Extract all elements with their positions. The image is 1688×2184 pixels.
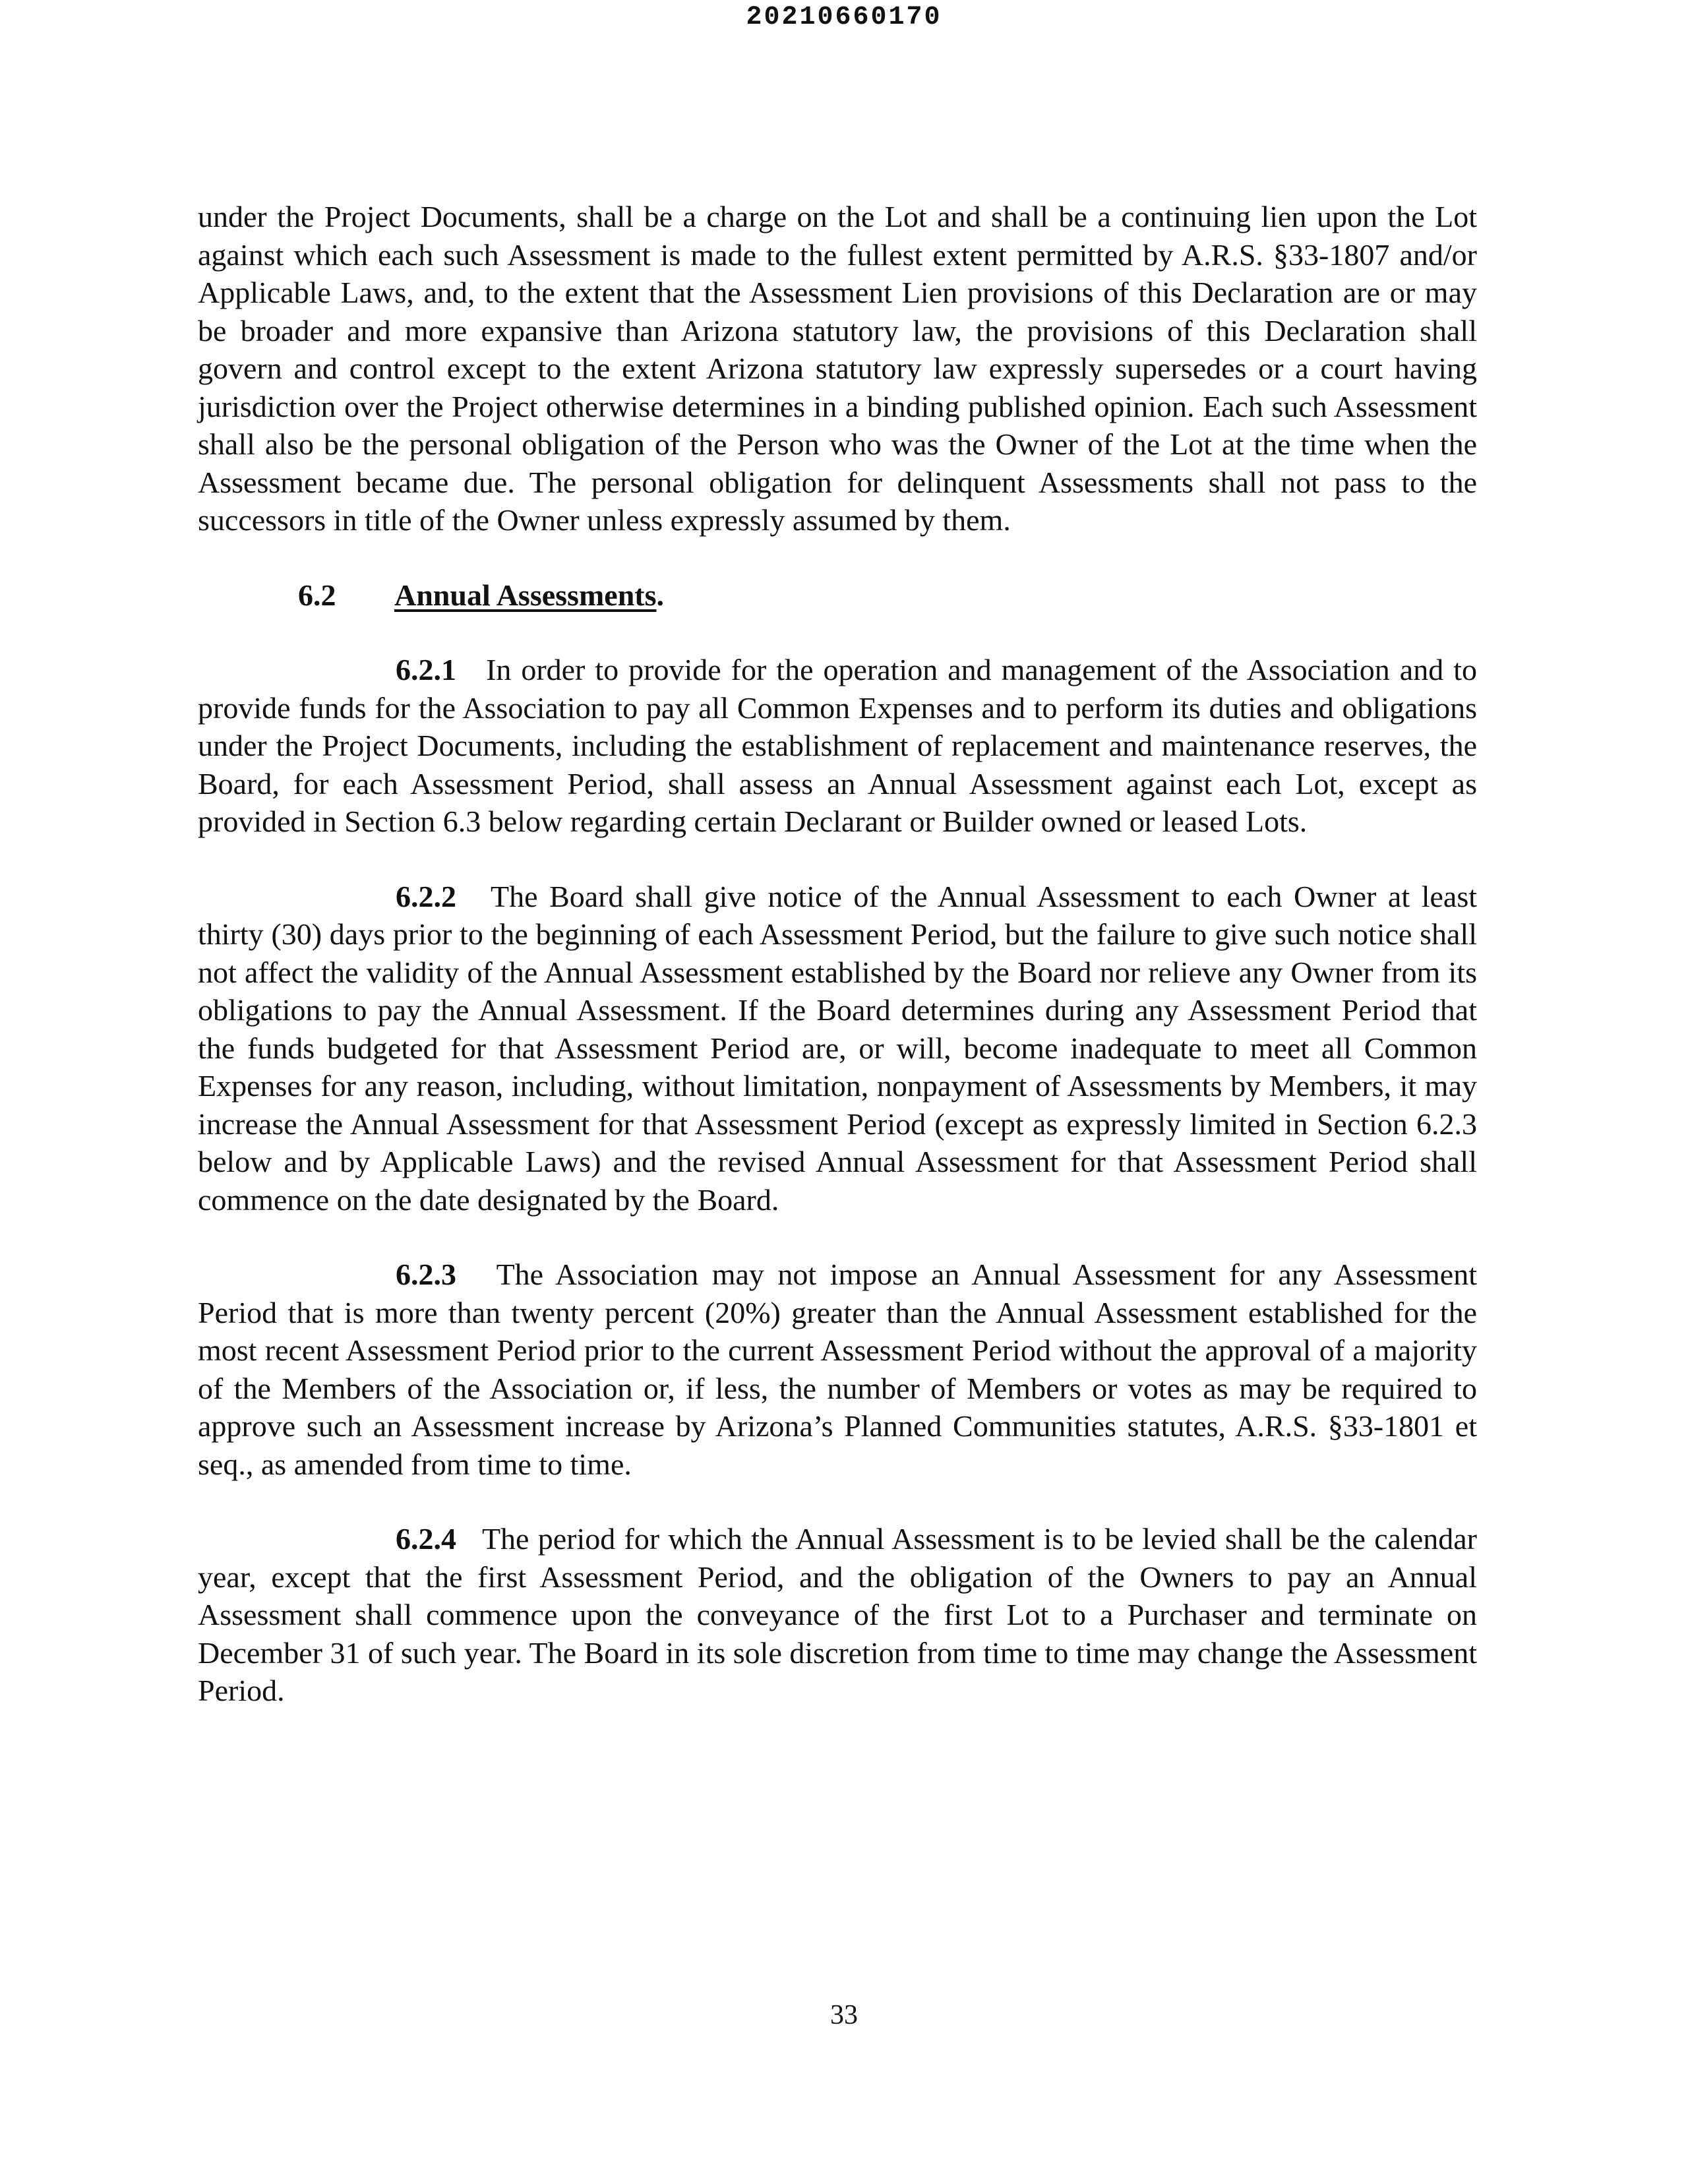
subsection-text: The Board shall give notice of the Annual Assessment to each Owner at least thirty (30) days prior to the beginning of each Assessment Period, but the failure to give such notice shall not affect the validity of the Annual Assessment established by the Board nor relieve any Owner from its obligations to pay the Annual Assessment. If the Board determines during any Assessment Period that the funds budgeted for that Assessment Period are, or will, become inadequate to meet all Common Expenses for any reason, including, without limitation, nonpayment of Assessments by Members, it may increase the Annual Assessment for that Assessment Period (except as expressly limited in Section 6.2.3 below and by Applicable Laws) and the revised Annual Assessment for that Assessment Period shall commence on the date designated by the Board. bbox=[198, 879, 1477, 1217]
subsection-number: 6.2.4 bbox=[396, 1522, 456, 1556]
intro-paragraph: under the Project Documents, shall be a charge on the Lot and shall be a continuing lien upon the Lot against which each such Assessment is made to the fullest extent permitted by A.R.S. §33-1807 and/or Applicable Laws, and, to the extent that the Assessment Lien provisions of this Declaration are or may be broader and more expansive than Arizona statutory law, the provisions of this Declaration shall govern and control except to the extent Arizona statutory law expressly supersedes or a court having jurisdiction over the Project otherwise determines in a binding published opinion. Each such Assessment shall also be the personal obligation of the Person who was the Owner of the Lot at the time when the Assessment became due. The personal obligation for delinquent Assessments shall not pass to the successors in title of the Owner unless expressly assumed by them. bbox=[198, 200, 1477, 537]
page-number: 33 bbox=[830, 2000, 858, 2030]
section-title: Annual Assessments bbox=[394, 578, 657, 612]
subsection-text: In order to provide for the operation and management of the Association and to provide funds for the Association to pay all Common Expenses and to perform its duties and obligations under the Project Documents, including the establishment of replacement and maintenance reserves, the Board, for each Assessment Period, shall assess an Annual Assessment against each Lot, except as provided in Section 6.3 below regarding certain Declarant or Builder owned or leased Lots. bbox=[198, 653, 1477, 838]
subsection-text: The Association may not impose an Annual Assessment for any Assessment Period that is more than twenty percent (20%) greater than the Annual Assessment established for the most recent Assessment Period prior to the current Assessment Period without the approval of a majority of the Members of the Association or, if less, the number of Members or votes as may be required to approve such an Assessment increase by Arizona’s Planned Communities statutes, A.R.S. §33-1801 et seq., as amended from time to time. bbox=[198, 1258, 1477, 1481]
subsection-number: 6.2.2 bbox=[396, 879, 456, 913]
subsection-6-2-2 bbox=[198, 878, 1477, 1219]
subsection-number: 6.2.3 bbox=[396, 1258, 456, 1291]
section-heading bbox=[198, 576, 1477, 615]
subsection-6-2-3 bbox=[198, 1256, 1477, 1483]
subsection-6-2-4 bbox=[198, 1520, 1477, 1710]
subsection-6-2-1 bbox=[198, 651, 1477, 841]
section-title-suffix: . bbox=[656, 578, 664, 612]
subsection-text: The period for which the Annual Assessment is to be levied shall be the calendar year, except that the first Assessment Period, and the obligation of the Owners to pay an Annual Assessment shall commence upon the conveyance of the first Lot to a Purchaser and terminate on December 31 of such year. The Board in its sole discretion from time to time may change the Assessment Period. bbox=[198, 1522, 1477, 1707]
subsection-number: 6.2.1 bbox=[396, 653, 456, 686]
document-body bbox=[198, 198, 1477, 1747]
section-number: 6.2 bbox=[298, 578, 336, 612]
recording-number: 20210660170 bbox=[746, 3, 942, 32]
